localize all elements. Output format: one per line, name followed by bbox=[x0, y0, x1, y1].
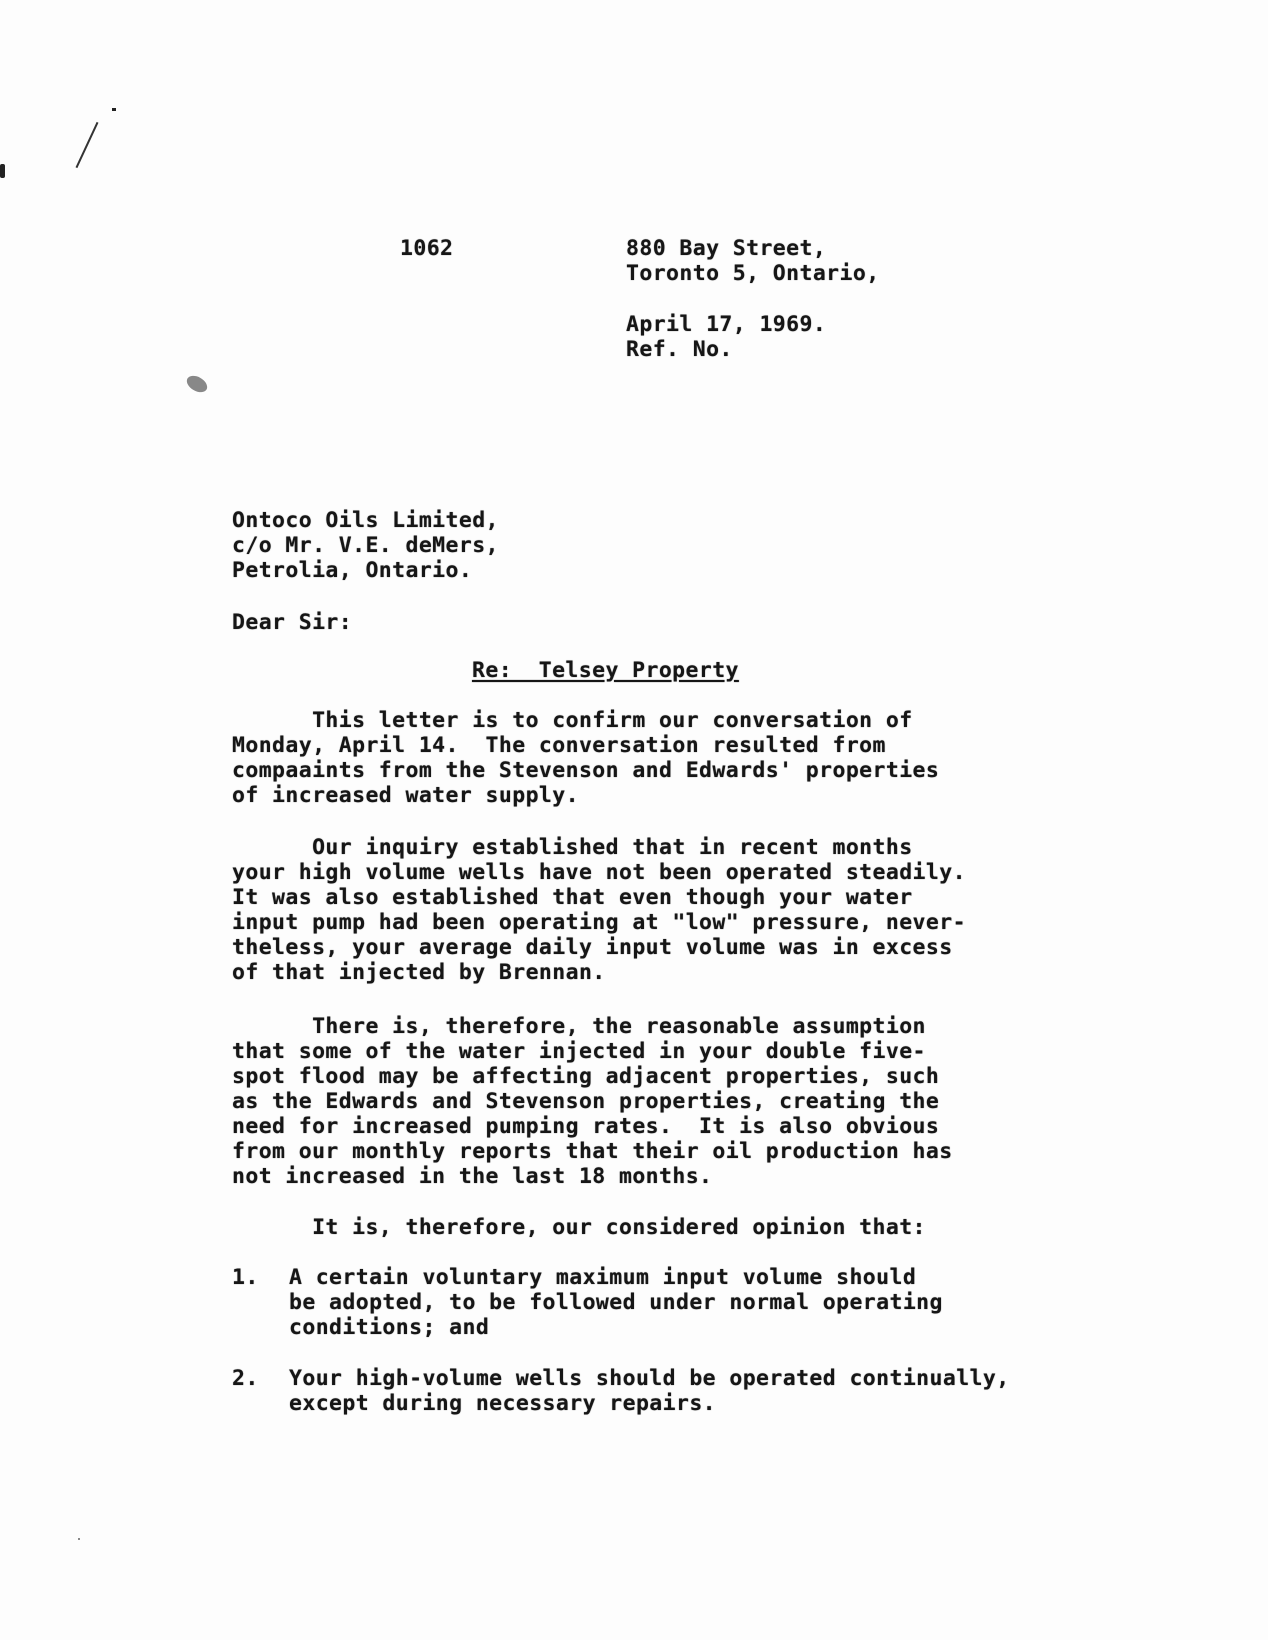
text-line: as the Edwards and Stevenson properties, creating the bbox=[232, 1089, 940, 1114]
text-line: input pump had been operating at "low" pressure, never- bbox=[232, 910, 966, 935]
text-line: spot flood may be affecting adjacent properties, such bbox=[232, 1064, 940, 1089]
sender-address bbox=[626, 236, 880, 286]
subject-heading: Re: Telsey Property bbox=[472, 658, 739, 683]
text-line: A certain voluntary maximum input volume should bbox=[289, 1265, 917, 1290]
recipient-line: c/o Mr. V.E. deMers, bbox=[232, 533, 499, 558]
recipient-line: Ontoco Oils Limited, bbox=[232, 508, 499, 533]
text-line: from our monthly reports that their oil production has bbox=[232, 1139, 953, 1164]
salutation: Dear Sir: bbox=[232, 610, 353, 635]
reference-number: Ref. No. bbox=[626, 337, 733, 362]
file-number: 1062 bbox=[400, 236, 454, 261]
paragraph-assumption bbox=[232, 1014, 953, 1189]
item-number: 1. bbox=[232, 1265, 259, 1290]
text-line: compaaints from the Stevenson and Edwards' properties bbox=[232, 758, 940, 783]
text-line: Your high-volume wells should be operated continually, bbox=[289, 1366, 1010, 1391]
address-line: Toronto 5, Ontario, bbox=[626, 261, 880, 286]
item-number: 2. bbox=[232, 1366, 259, 1391]
text-line: theless, your average daily input volume was in excess bbox=[232, 935, 953, 960]
item-text bbox=[289, 1265, 943, 1340]
text-line: of that injected by Brennan. bbox=[232, 960, 606, 985]
recipient-address bbox=[232, 508, 499, 583]
text-line: your high volume wells have not been operated steadily. bbox=[232, 860, 966, 885]
text-line: conditions; and bbox=[289, 1315, 490, 1340]
ink-smudge bbox=[184, 372, 210, 395]
date-block bbox=[626, 312, 826, 362]
address-line: 880 Bay Street, bbox=[626, 236, 827, 261]
text-line: There is, therefore, the reasonable assumption bbox=[232, 1014, 926, 1039]
recipient-line: Petrolia, Ontario. bbox=[232, 558, 473, 583]
scan-speck bbox=[112, 108, 116, 111]
text-line: Monday, April 14. The conversation resulted from bbox=[232, 733, 886, 758]
text-line: need for increased pumping rates. It is also obvious bbox=[232, 1114, 940, 1139]
scan-speck bbox=[78, 1538, 80, 1540]
text-line: It was also established that even though your water bbox=[232, 885, 913, 910]
text-line: Our inquiry established that in recent months bbox=[232, 835, 913, 860]
text-line: This letter is to confirm our conversation of bbox=[232, 708, 913, 733]
text-line: be adopted, to be followed under normal operating bbox=[289, 1290, 943, 1315]
letter-date: April 17, 1969. bbox=[626, 312, 827, 337]
pen-stroke-mark bbox=[76, 122, 99, 168]
item-text bbox=[289, 1366, 1010, 1416]
paragraph-inquiry bbox=[232, 835, 966, 985]
text-line: except during necessary repairs. bbox=[289, 1391, 717, 1416]
paragraph-confirmation bbox=[232, 708, 939, 808]
text-line: of increased water supply. bbox=[232, 783, 579, 808]
text-line: not increased in the last 18 months. bbox=[232, 1164, 713, 1189]
text-line: that some of the water injected in your double five- bbox=[232, 1039, 926, 1064]
paragraph-opinion: It is, therefore, our considered opinion that: bbox=[232, 1215, 926, 1240]
edge-smudge bbox=[0, 164, 5, 178]
